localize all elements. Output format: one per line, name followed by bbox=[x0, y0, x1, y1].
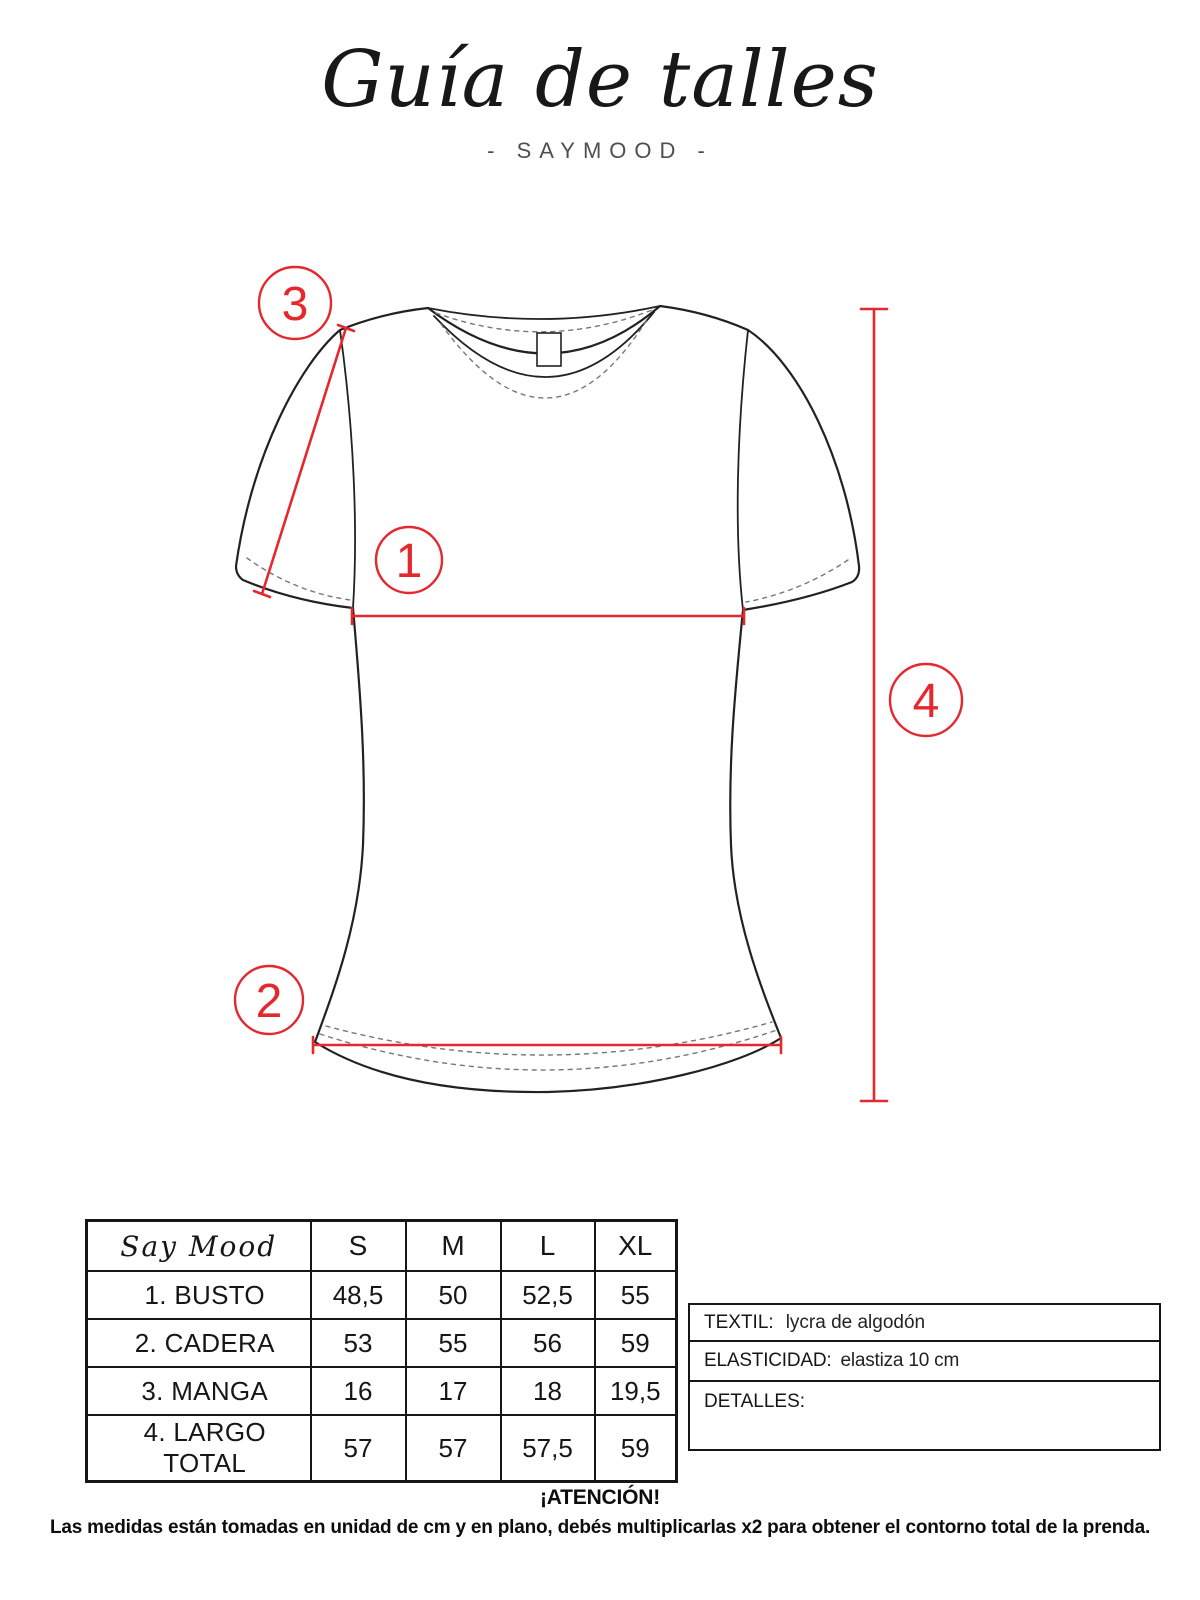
table-row-largo-total bbox=[87, 1415, 677, 1482]
size-value-cell: 57 bbox=[311, 1415, 406, 1482]
back-neckline bbox=[428, 306, 660, 319]
size-column-header-s: S bbox=[311, 1221, 406, 1272]
details-box bbox=[688, 1303, 1161, 1451]
table-brand-signature: Say Mood bbox=[87, 1221, 311, 1272]
size-value-cell: 57,5 bbox=[501, 1415, 595, 1482]
size-column-header-m: M bbox=[406, 1221, 501, 1272]
brand-subtitle: - SAYMOOD - bbox=[487, 137, 713, 163]
size-value-cell: 50 bbox=[406, 1271, 501, 1319]
size-table-header-row bbox=[87, 1221, 677, 1272]
row-label: 1. BUSTO bbox=[87, 1271, 311, 1319]
size-value-cell: 57 bbox=[406, 1415, 501, 1482]
size-value-cell: 55 bbox=[595, 1271, 677, 1319]
table-row-manga bbox=[87, 1367, 677, 1415]
page-title: Guía de talles bbox=[321, 35, 879, 125]
size-value-cell: 59 bbox=[595, 1415, 677, 1482]
neck-label-tag bbox=[537, 333, 561, 366]
measure-total-length bbox=[861, 309, 962, 1101]
size-column-header-xl: XL bbox=[595, 1221, 677, 1272]
size-value-cell: 55 bbox=[406, 1319, 501, 1367]
detail-label: ELASTICIDAD: bbox=[704, 1350, 832, 1371]
size-value-cell: 56 bbox=[501, 1319, 595, 1367]
measure-line-4 bbox=[861, 309, 887, 1101]
marker-number-4: 4 bbox=[912, 675, 940, 728]
size-value-cell: 18 bbox=[501, 1367, 595, 1415]
table-row-cadera bbox=[87, 1319, 677, 1367]
attention-note: Las medidas están tomadas en unidad de cm y en plano, debés multiplicarlas x2 para obtener el contorno total de la prenda. bbox=[49, 1517, 1151, 1538]
row-label: 3. MANGA bbox=[87, 1367, 311, 1415]
size-value-cell: 48,5 bbox=[311, 1271, 406, 1319]
row-label: 2. CADERA bbox=[87, 1319, 311, 1367]
size-value-cell: 19,5 bbox=[595, 1367, 677, 1415]
detail-row-detalles bbox=[690, 1382, 1159, 1449]
table-row-busto bbox=[87, 1271, 677, 1319]
detail-label: TEXTIL: bbox=[704, 1311, 774, 1333]
size-value-cell: 59 bbox=[595, 1319, 677, 1367]
detail-label: DETALLES: bbox=[704, 1391, 806, 1412]
attention-heading: ¡ATENCIÓN! bbox=[539, 1486, 661, 1509]
marker-number-1: 1 bbox=[395, 535, 423, 588]
marker-number-2: 2 bbox=[255, 975, 283, 1028]
size-value-cell: 53 bbox=[311, 1319, 406, 1367]
size-value-cell: 52,5 bbox=[501, 1271, 595, 1319]
size-table bbox=[85, 1219, 678, 1483]
footer bbox=[0, 1486, 1200, 1539]
tshirt-drawing bbox=[236, 306, 859, 1092]
detail-row-textil bbox=[690, 1305, 1159, 1342]
detail-value: lycra de algodón bbox=[785, 1311, 926, 1333]
size-column-header-l: L bbox=[501, 1221, 595, 1272]
detail-row-elasticidad bbox=[690, 1342, 1159, 1382]
tshirt-outline bbox=[236, 306, 859, 1092]
size-value-cell: 16 bbox=[311, 1367, 406, 1415]
detail-value: elastiza 10 cm bbox=[840, 1350, 960, 1371]
marker-number-3: 3 bbox=[281, 278, 309, 331]
row-label: 4. LARGO TOTAL bbox=[87, 1415, 311, 1482]
size-value-cell: 17 bbox=[406, 1367, 501, 1415]
